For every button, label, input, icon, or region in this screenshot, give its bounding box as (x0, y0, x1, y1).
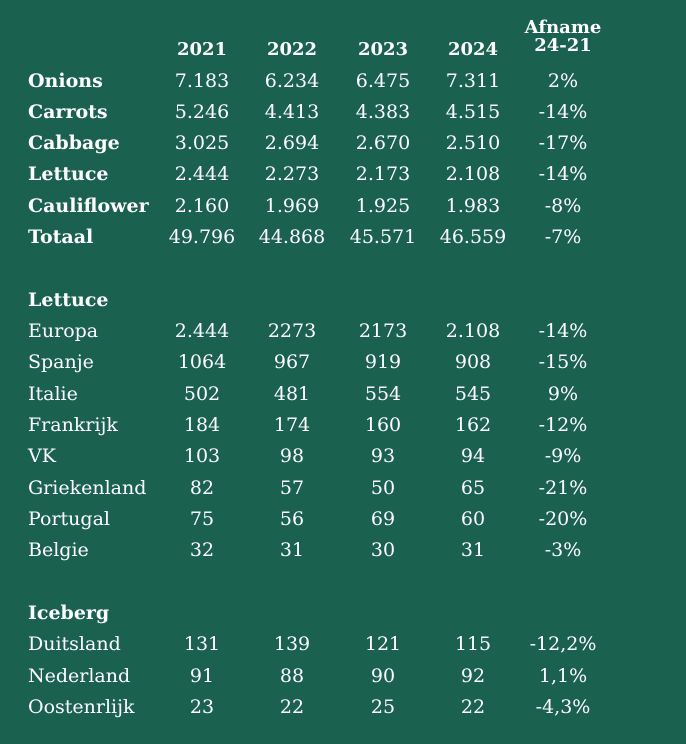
change-header (508, 19, 618, 55)
cell-change: -14% (538, 101, 588, 123)
cell-2021: 2.444 (174, 320, 230, 342)
cell-2023: 919 (364, 351, 402, 373)
cell-change: -3% (544, 539, 582, 561)
cell-2021: 3.025 (174, 132, 230, 154)
cell-2024: 115 (454, 633, 492, 655)
cell-2022: 481 (273, 383, 311, 405)
year-header-2022: 2022 (266, 39, 318, 60)
row-label: Spanje (28, 351, 94, 373)
cell-2022: 44.868 (258, 226, 326, 248)
row-label: Cauliflower (28, 195, 149, 217)
cell-2023: 121 (364, 633, 402, 655)
table-row (0, 347, 686, 377)
cell-2024: 31 (460, 539, 486, 561)
table-row (0, 66, 686, 96)
row-label: Europa (28, 320, 99, 342)
cell-2021: 103 (183, 445, 221, 467)
cell-2023: 1.925 (355, 195, 411, 217)
cell-2021: 184 (183, 414, 221, 436)
cell-2021: 5.246 (174, 101, 230, 123)
cell-2023: 25 (370, 696, 396, 718)
cell-change: -12% (538, 414, 588, 436)
table-row (0, 504, 686, 534)
cell-2023: 45.571 (349, 226, 417, 248)
change-header-line2: 24-21 (534, 35, 592, 56)
cell-change: -9% (544, 445, 582, 467)
row-label: Frankrijk (28, 414, 118, 436)
cell-2024: 4.515 (445, 101, 501, 123)
cell-2023: 2.670 (355, 132, 411, 154)
cell-change: -4,3% (535, 696, 591, 718)
cell-2024: 2.510 (445, 132, 501, 154)
cell-change: -12,2% (529, 633, 597, 655)
cell-2021: 49.796 (168, 226, 236, 248)
cell-2021: 502 (183, 383, 221, 405)
cell-2024: 7.311 (445, 70, 501, 92)
table-row (0, 191, 686, 221)
cell-2024: 908 (454, 351, 492, 373)
year-header-2023: 2023 (357, 39, 409, 60)
table-row (0, 692, 686, 722)
cell-2024: 2.108 (445, 163, 501, 185)
row-label: Duitsland (28, 633, 121, 655)
table-row (0, 97, 686, 127)
table-row (0, 159, 686, 189)
cell-change: -7% (544, 226, 582, 248)
table-row (0, 661, 686, 691)
table-row (0, 535, 686, 565)
cell-2022: 56 (279, 508, 305, 530)
cell-2023: 2.173 (355, 163, 411, 185)
cell-change: -20% (538, 508, 588, 530)
cell-2022: 98 (279, 445, 305, 467)
cell-2021: 75 (189, 508, 215, 530)
table-row (0, 441, 686, 471)
cell-2024: 2.108 (445, 320, 501, 342)
cell-change: 1,1% (538, 665, 588, 687)
cell-2022: 139 (273, 633, 311, 655)
cell-2023: 90 (370, 665, 396, 687)
cell-change: -14% (538, 320, 588, 342)
cell-2024: 22 (460, 696, 486, 718)
year-header-2024: 2024 (447, 39, 499, 60)
cell-2024: 94 (460, 445, 486, 467)
table-row (0, 473, 686, 503)
table-row (0, 128, 686, 158)
cell-change: -21% (538, 477, 588, 499)
cell-2021: 91 (189, 665, 215, 687)
cell-2022: 1.969 (264, 195, 320, 217)
cell-2024: 46.559 (439, 226, 507, 248)
change-header-line1: Afname (524, 17, 602, 38)
row-label: Oostenrlijk (28, 696, 135, 718)
cell-2022: 6.234 (264, 70, 320, 92)
cell-2023: 554 (364, 383, 402, 405)
cell-2023: 93 (370, 445, 396, 467)
row-label: Onions (28, 70, 103, 92)
cell-change: -8% (544, 195, 582, 217)
section-title-lettuce: Lettuce (28, 289, 109, 311)
table-row (0, 316, 686, 346)
cell-2024: 60 (460, 508, 486, 530)
cell-2021: 82 (189, 477, 215, 499)
cell-2022: 4.413 (264, 101, 320, 123)
row-label: Carrots (28, 101, 108, 123)
row-label: Cabbage (28, 132, 120, 154)
table-header (0, 17, 686, 65)
cell-2022: 2273 (267, 320, 317, 342)
cell-2022: 88 (279, 665, 305, 687)
row-label: Belgie (28, 539, 89, 561)
row-label: Portugal (28, 508, 110, 530)
cell-2022: 2.694 (264, 132, 320, 154)
cell-2023: 69 (370, 508, 396, 530)
cell-2024: 65 (460, 477, 486, 499)
cell-2022: 22 (279, 696, 305, 718)
cell-2021: 32 (189, 539, 215, 561)
row-label: Nederland (28, 665, 131, 687)
cell-2023: 160 (364, 414, 402, 436)
cell-2023: 30 (370, 539, 396, 561)
cell-change: -15% (538, 351, 588, 373)
section-title-iceberg: Iceberg (28, 602, 110, 624)
cell-2024: 92 (460, 665, 486, 687)
cell-2022: 2.273 (264, 163, 320, 185)
row-label: Griekenland (28, 477, 147, 499)
total-row (0, 222, 686, 252)
cell-2022: 967 (273, 351, 311, 373)
year-header-2021: 2021 (176, 39, 228, 60)
cell-2021: 7.183 (174, 70, 230, 92)
cell-2021: 2.160 (174, 195, 230, 217)
cell-2021: 131 (183, 633, 221, 655)
cell-2021: 1064 (177, 351, 227, 373)
cell-2022: 31 (279, 539, 305, 561)
cell-2024: 545 (454, 383, 492, 405)
cell-2021: 2.444 (174, 163, 230, 185)
table-row (0, 410, 686, 440)
cell-change: -14% (538, 163, 588, 185)
cell-2023: 50 (370, 477, 396, 499)
cell-2023: 2173 (358, 320, 408, 342)
cell-2024: 1.983 (445, 195, 501, 217)
cell-2021: 23 (189, 696, 215, 718)
table-row (0, 379, 686, 409)
cell-change: 2% (547, 70, 579, 92)
cell-change: -17% (538, 132, 588, 154)
cell-2023: 4.383 (355, 101, 411, 123)
cell-2024: 162 (454, 414, 492, 436)
row-label: Totaal (28, 226, 94, 248)
row-label: Italie (28, 383, 78, 405)
cell-2022: 57 (279, 477, 305, 499)
cell-2023: 6.475 (355, 70, 411, 92)
table-row (0, 629, 686, 659)
row-label: Lettuce (28, 163, 109, 185)
cell-change: 9% (547, 383, 579, 405)
row-label: VK (28, 445, 56, 467)
cell-2022: 174 (273, 414, 311, 436)
